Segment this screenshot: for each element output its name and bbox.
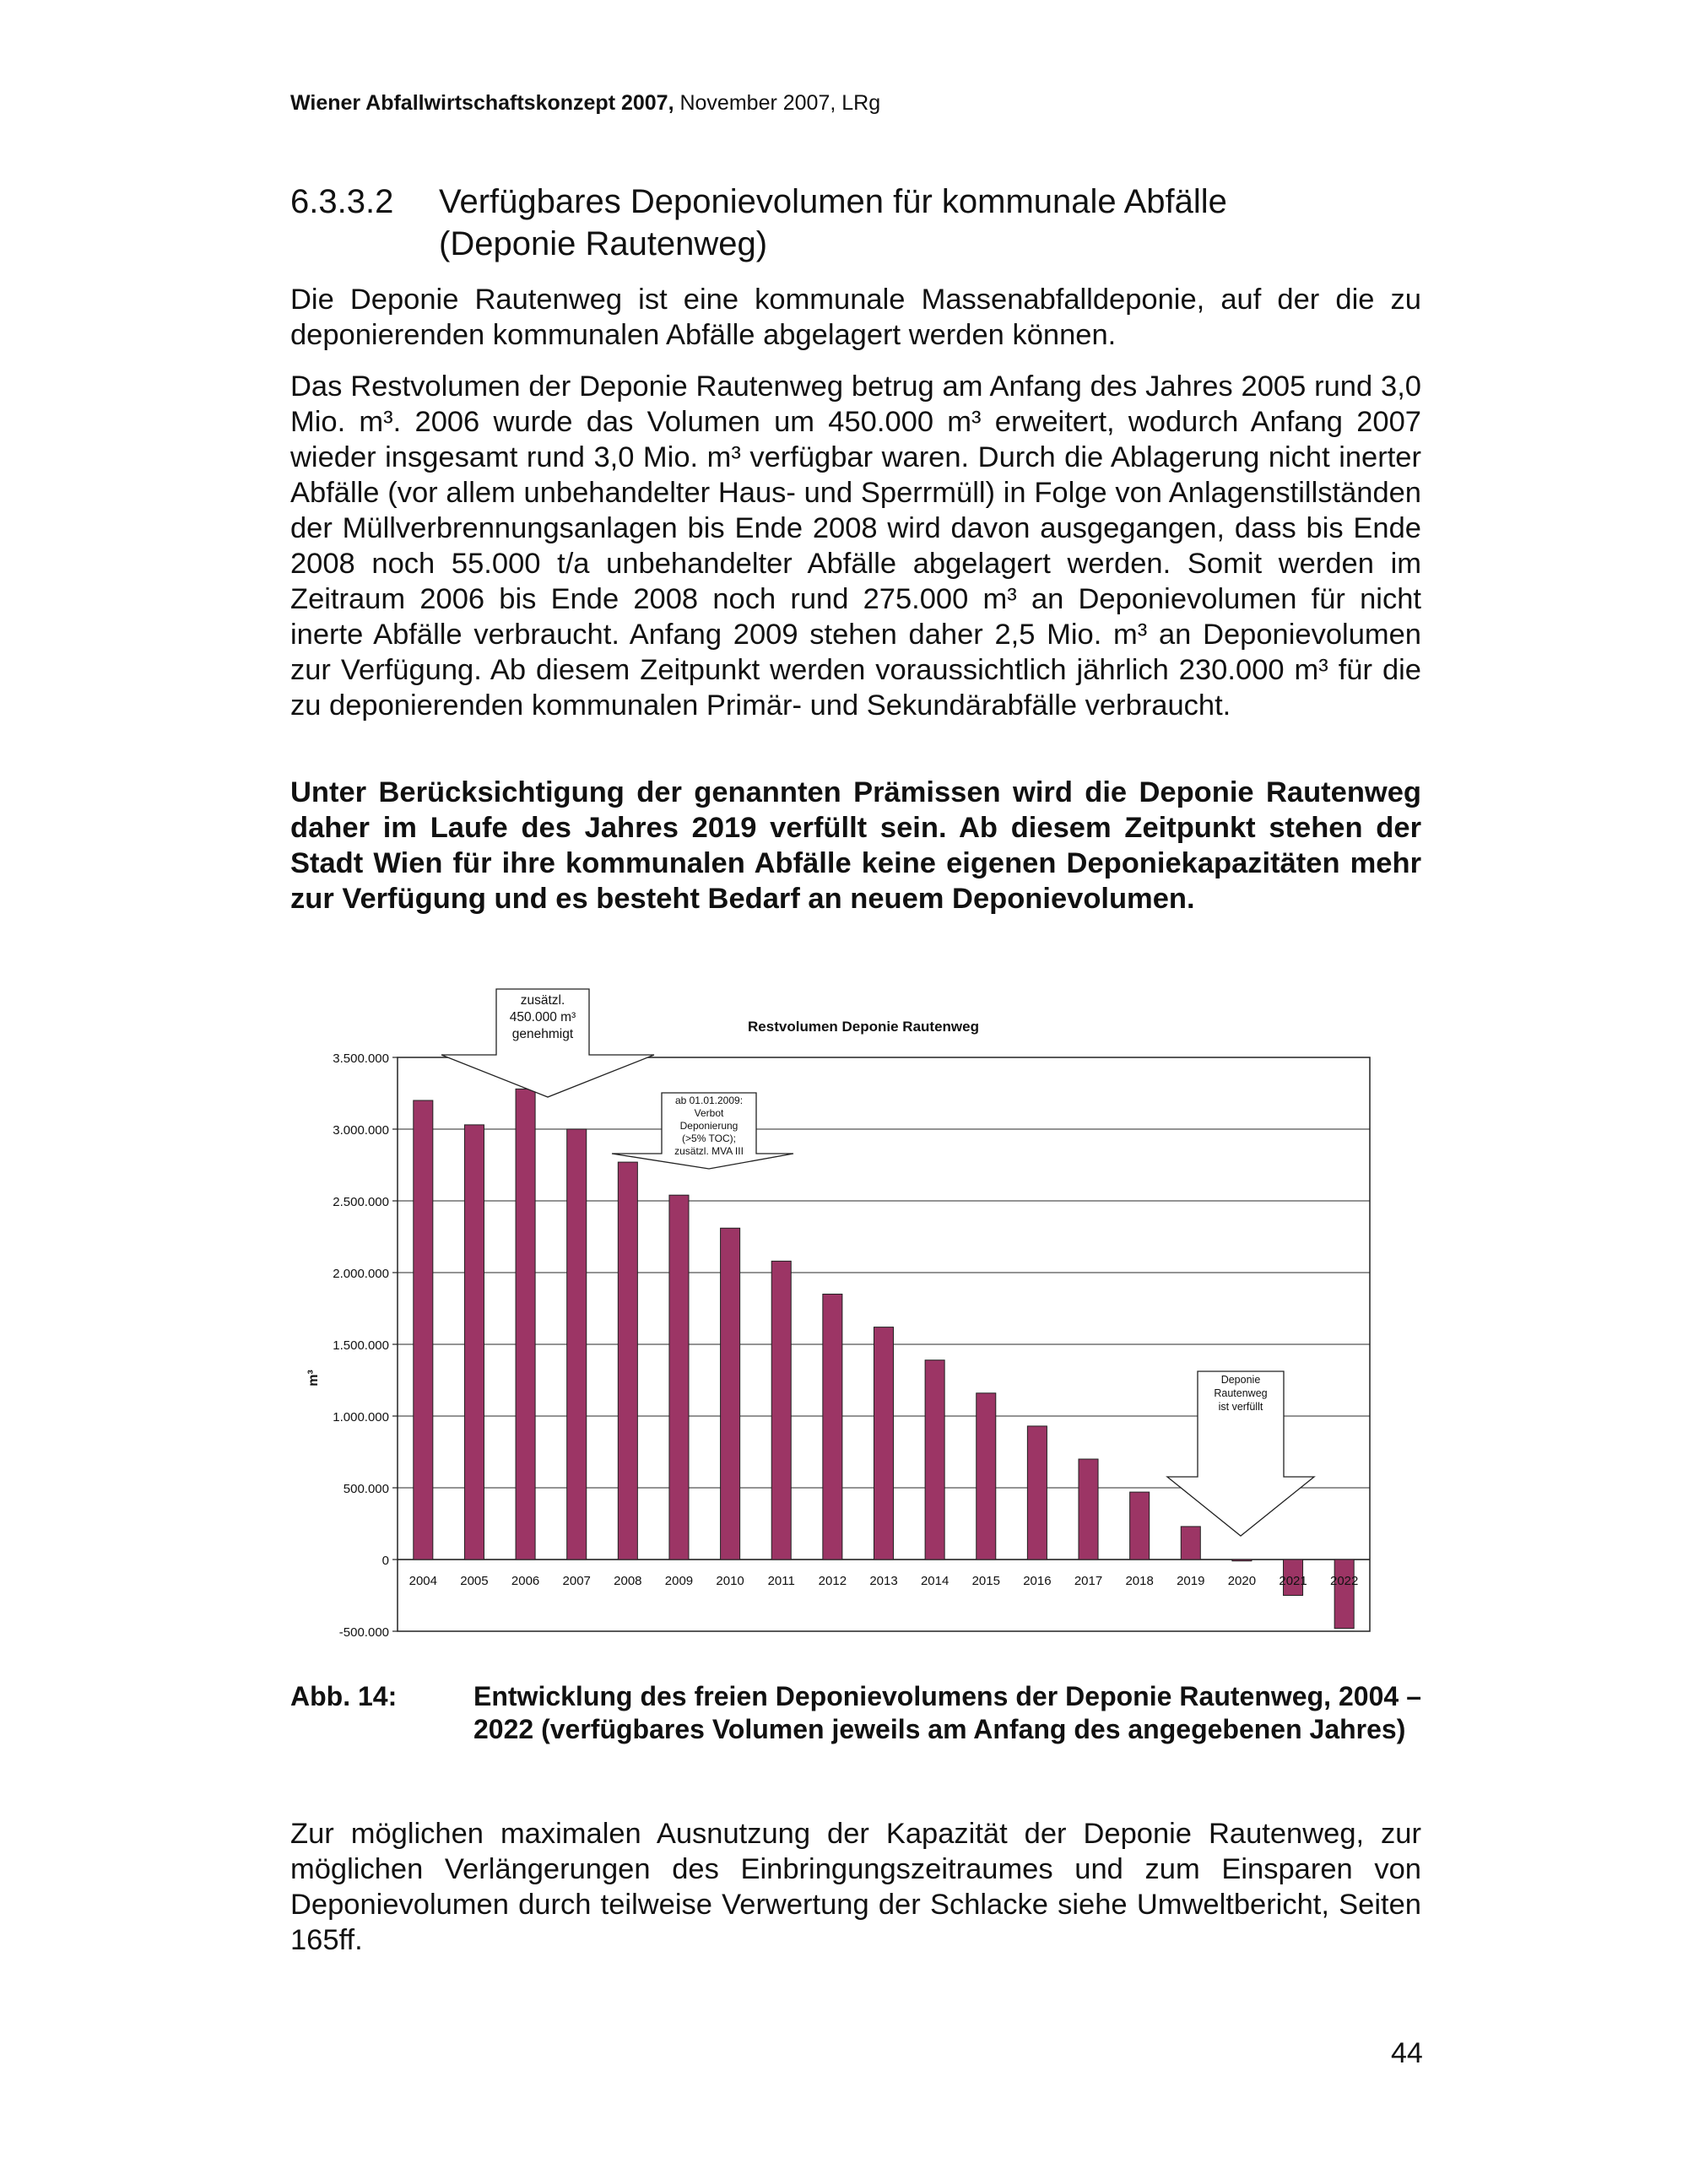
header-title-rest: November 2007, LRg [674,91,881,115]
paragraph-3-conclusion: Unter Berücksichtigung der genannten Prämissen wird die Deponie Rautenweg daher im Laufe des Jahres 2019 verfüllt sein. Ab diesem Zeitpunkt stehen der Stadt Wien für ihre kommunalen Abfälle keine eigenen Deponiekapazitäten mehr zur Verfügung und es besteht Bedarf an neuem Deponievolumen. [290,776,1421,915]
bar-2005 [464,1125,484,1560]
x-tick-label-2014: 2014 [920,1574,950,1588]
x-tick-label-2012: 2012 [818,1574,847,1588]
annotation-3-line: Rautenweg [1214,1387,1268,1399]
section-heading [290,181,1421,265]
bar-2022 [1334,1560,1354,1629]
paragraph-4: Zur möglichen maximalen Ausnutzung der Kapazität der Deponie Rautenweg, zur möglichen Verlängerungen des Einbringungszeitraumes und zum Einsparen von Deponievolumen durch teilweise Verwertung der Schlacke siehe Umweltbericht, Seiten 165ff. [290,1818,1421,1956]
x-tick-label-2010: 2010 [716,1574,744,1588]
page-header [290,91,880,116]
bar-2011 [771,1261,791,1560]
x-tick-label-2007: 2007 [562,1574,591,1588]
x-tick-label-2020: 2020 [1227,1574,1257,1588]
bar-2018 [1130,1492,1150,1560]
x-tick-label-2019: 2019 [1177,1574,1205,1588]
bar-2006 [516,1089,535,1560]
x-tick-label-2017: 2017 [1074,1574,1103,1588]
header-title-bold: Wiener Abfallwirtschaftskonzept 2007, [290,91,674,115]
caption-label: Abb. 14: [290,1681,398,1711]
section-title-line2: (Deponie Rautenweg) [439,225,768,262]
y-tick-label: 0 [381,1554,389,1568]
bar-2019 [1181,1527,1200,1560]
bar-2017 [1079,1459,1098,1560]
paragraph-2: Das Restvolumen der Deponie Rautenweg betrug am Anfang des Jahres 2005 rund 3,0 Mio. m³. 2006 wurde das Volumen um 450.000 m³ erweitert, wodurch Anfang 2007 wieder insgesamt rund 3,0 Mio. m³ verfügbar waren. Durch die Ablagerung nicht inerter Abfälle (vor allem unbehandelter Haus- und Sperrmüll) in Folge von Anlagenstillständen der Müllverbrennungsanlagen bis Ende 2008 wird davon ausgegangen, dass bis Ende 2008 noch 55.000 t/a unbehandelter Abfälle abgelagert werden. Somit werden im Zeitraum 2006 bis Ende 2008 noch rund 275.000 m³ an Deponievolumen für nicht inerte Abfälle verbraucht. Anfang 2009 stehen daher 2,5 Mio. m³ an Deponievolumen zur Verfügung. Ab diesem Zeitpunkt werden voraussichtlich jährlich 230.000 m³ für die zu deponierenden kommunalen Primär- und Sekundärabfälle verbraucht. [290,370,1421,722]
y-tick-label: -500.000 [338,1625,389,1640]
chart-restvolumen [287,987,1401,1662]
annotation-2-line: zusätzl. MVA III [674,1145,744,1157]
bar-2014 [925,1360,944,1560]
bar-2009 [669,1195,689,1560]
annotation-2-line: Deponierung [679,1120,738,1132]
y-tick-label: 2.000.000 [333,1267,389,1281]
bar-2007 [567,1129,587,1560]
x-tick-label-2005: 2005 [460,1574,489,1588]
x-tick-label-2008: 2008 [614,1574,642,1588]
annotation-2-line: ab 01.01.2009: [674,1095,744,1106]
bar-2020 [1232,1560,1252,1561]
x-tick-label-2006: 2006 [511,1574,540,1588]
bar-layer [414,1089,1354,1628]
caption-text: Entwicklung des freien Deponievolumens der Deponie Rautenweg, 2004 – 2022 (verfügbares Volumen jeweils am Anfang des angegebenen Jahres) [473,1681,1421,1744]
bar-2004 [414,1100,433,1560]
y-tick-label: 1.500.000 [333,1338,389,1353]
annotation-3-line: Deponie [1220,1374,1261,1386]
annotation-1-line: 450.000 m³ [509,1010,576,1024]
x-tick-label-2016: 2016 [1023,1574,1052,1588]
x-tick-label-2004: 2004 [408,1574,438,1588]
y-tick-label: 500.000 [343,1482,389,1496]
annotation-2-line: Verbot [694,1107,724,1119]
x-tick-label-2009: 2009 [664,1574,694,1588]
bar-2012 [823,1295,842,1560]
section-number: 6.3.3.2 [290,183,394,220]
x-tick-label-2011: 2011 [767,1574,795,1588]
annotation-1-line: genehmigt [511,1027,574,1041]
bar-2010 [721,1228,740,1560]
section-title-line1: Verfügbares Deponievolumen für kommunale Abfälle [439,183,1227,220]
annotation-2-line: (>5% TOC); [682,1133,736,1144]
y-tick-label: 3.000.000 [333,1123,389,1138]
x-tick-label-2013: 2013 [869,1574,898,1588]
chart-title: Restvolumen Deponie Rautenweg [748,1019,979,1035]
bar-2016 [1027,1426,1047,1560]
page-number: 44 [1391,2037,1423,2069]
paragraph-1: Die Deponie Rautenweg ist eine kommunale Massenabfalldeponie, auf der die zu deponierenden kommunalen Abfälle abgelagert werden können. [290,284,1421,351]
bar-2008 [618,1162,637,1560]
y-tick-label: 3.500.000 [333,1051,389,1066]
y-tick-label: 1.000.000 [333,1410,389,1424]
x-tick-label-2022: 2022 [1329,1574,1359,1588]
x-tick-label-2018: 2018 [1125,1574,1154,1588]
x-tick-label-2021: 2021 [1279,1574,1307,1588]
tick-layer [333,1051,1358,1640]
annotation-1-line: zusätzl. [520,993,565,1008]
y-tick-label: 2.500.000 [333,1195,389,1209]
chart-svg [287,987,1401,1662]
bar-2015 [977,1393,996,1560]
annotation-3-line: ist verfüllt [1218,1401,1263,1413]
x-tick-label-2015: 2015 [971,1574,1000,1588]
y-axis-label: m³ [306,1370,321,1387]
bar-2013 [874,1327,893,1560]
